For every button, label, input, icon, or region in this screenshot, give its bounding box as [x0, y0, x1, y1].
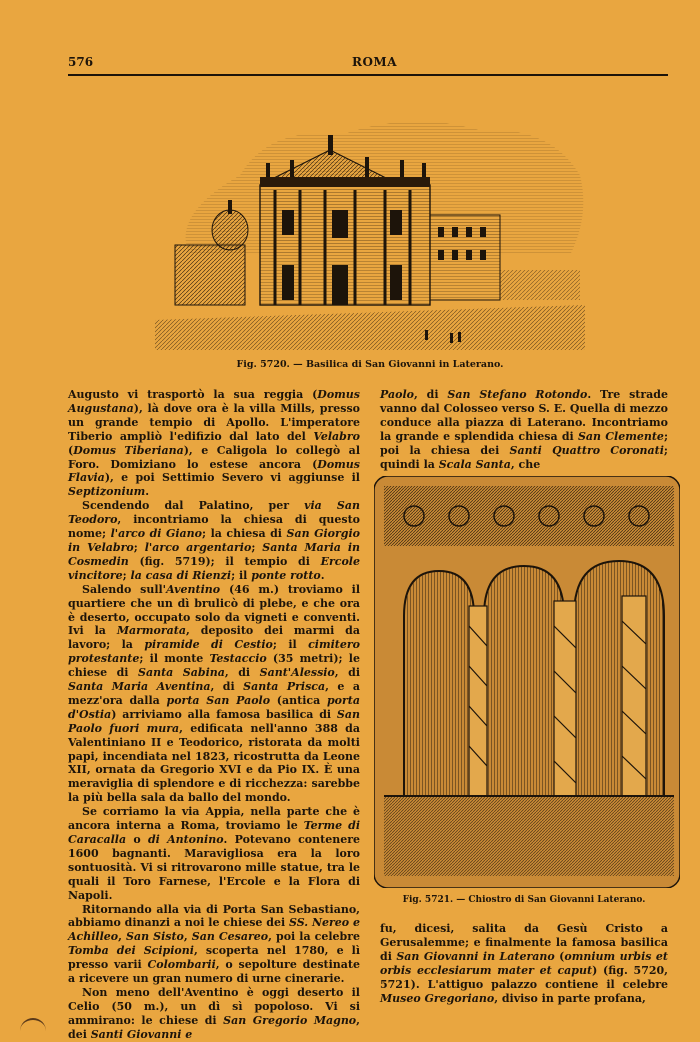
italic-run: via San Teodoro [68, 499, 360, 527]
italic-run: Santi Quattro Coronati [509, 443, 664, 457]
text-run: , poi la celebre [268, 930, 360, 944]
italic-run: Domus Tiberiana [73, 443, 184, 457]
text-run: , di [210, 680, 244, 694]
text-run: , di [224, 666, 260, 680]
figure-caption-5720: Fig. 5720. — Basilica di San Giovanni in Laterano. [236, 359, 504, 370]
text-run: ; [122, 568, 131, 582]
italic-run: cimitero protestante [68, 638, 361, 666]
text-run: ) (fig. 5720, 5721). L'attiguo palazzo contiene il celebre [380, 963, 668, 991]
text-run: (antica [270, 693, 327, 707]
italic-run: SS. Nereo e Achilleo [68, 916, 360, 944]
text-run: , dei [68, 1013, 360, 1041]
text-run: ) arriviamo alla famosa basilica di [111, 707, 337, 721]
text-run: . Tre strade vanno dal Colosseo verso S. E. Quella di mezzo conduce alla piazza di Laterano. Incontriamo la grande e splendida chiesa di [380, 388, 668, 443]
text-run: fu, dicesi, salita da Gesù Cristo a Gerusalemme; e finalmente la famosa basilica di [380, 922, 668, 963]
figure-caption-5721: Fig. 5721. — Chiostro di San Giovanni Laterano. [402, 895, 646, 905]
text-run: ), e poi Settimio Severo vi aggiunse il [104, 471, 360, 485]
paragraph [68, 583, 360, 806]
italic-run: Terme di Caracalla [68, 819, 360, 846]
italic-run: San Sisto [126, 930, 184, 944]
paragraph [68, 499, 360, 582]
text-run: ; quindi la [380, 443, 668, 471]
text-run: . [320, 568, 325, 582]
basilica-engraving [150, 105, 590, 350]
italic-run: la casa di Rienzi [130, 568, 232, 582]
paragraph [380, 922, 668, 1005]
italic-run: Marmorata [116, 624, 187, 638]
header-rule [68, 74, 668, 76]
italic-run: San Clemente [577, 429, 664, 443]
text-run: , di [413, 388, 448, 401]
text-run: , di [334, 666, 361, 680]
italic-run: Santa Sabina [138, 666, 225, 680]
text-run: ; poi la chiesa dei [380, 429, 668, 457]
text-run: (35 metri); le chiese di [68, 652, 360, 680]
italic-run: San Paolo fuori mura [68, 707, 360, 735]
italic-run: l'arco argentario [144, 540, 252, 554]
italic-run: Aventino [166, 582, 221, 596]
paragraph [68, 388, 360, 499]
text-run: o [126, 833, 148, 846]
italic-run: Santi Giovanni e [90, 1027, 193, 1041]
text-run: , [183, 930, 192, 944]
running-title: ROMA [352, 55, 398, 69]
italic-run: San Gregorio Magno [223, 1013, 357, 1027]
left-column-text [68, 388, 360, 1042]
italic-run: Domus Augustana [68, 388, 360, 415]
text-run: ), là dove ora è la villa Mills, presso un grande tempio di Apollo. L'imperatore Tiberio ampliò l'edifizio dal lato del [68, 401, 360, 443]
text-run: ; la chiesa di [202, 527, 287, 541]
text-run: , e a mezz'ora dalla [68, 680, 361, 707]
right-column-text-top [380, 388, 668, 471]
text-run: , o sepolture destinate a ricevere un gran numero di urne cinerarie. [68, 958, 360, 986]
right-column-text-bottom [380, 922, 668, 1005]
italic-run: porta San Paolo [166, 693, 271, 707]
italic-run: San Giorgio in Velabro [68, 527, 361, 554]
italic-run: San Giovanni in Laterano [396, 949, 555, 963]
text-run: Salendo sull' [82, 582, 167, 596]
italic-run: omnium urbis et orbis ecclesiarum mater et caput [380, 949, 668, 977]
text-run: ( [554, 949, 565, 963]
text-run: Augusto vi trasportò la sua reggia ( [68, 388, 318, 401]
italic-run: Santa Maria Aventina [68, 680, 211, 694]
italic-run: Museo Gregoriano [380, 991, 495, 1005]
text-run: Scendendo dal Palatino, per [82, 499, 305, 513]
italic-run: Testaccio [209, 652, 267, 666]
cloister-engraving [374, 476, 680, 888]
paragraph [68, 903, 360, 986]
italic-run: Sant'Alessio [259, 666, 335, 680]
text-run: ( [68, 443, 74, 457]
text-run: ), e Caligola lo collegò al Foro. Domiziano lo estese ancora ( [68, 443, 360, 471]
text-run: Non meno dell'Aventino è oggi deserto il Celio (50 m.), un dì sì popoloso. Vi si ammirano: le chiese di [68, 985, 360, 1027]
text-run: ; il monte [139, 652, 210, 666]
italic-run: porta d'Ostia [68, 693, 360, 721]
page-corner-mark [20, 1018, 46, 1032]
italic-run: l'arco di Giano [110, 527, 203, 541]
paragraph [68, 805, 360, 902]
italic-run: Scala Santa [438, 457, 511, 471]
italic-run: Domus Flavia [68, 457, 360, 485]
text-run: , diviso in parte profana, [494, 991, 646, 1005]
page-number: 576 [68, 55, 94, 69]
text-run: Ritornando alla via di Porta San Sebastiano, abbiamo dinanzi a noi le chiese dei [68, 902, 360, 930]
text-run: ; il [272, 638, 309, 652]
text-run: (fig. 5719); il tempio di [128, 554, 321, 568]
italic-run: Paolo [380, 388, 414, 401]
italic-run: piramide di Cestio [144, 638, 273, 652]
italic-run: ponte rotto [251, 568, 321, 582]
text-run: , edificata nell'anno 388 da Valentiniano II e Teodorico, ristorata da molti papi, incendiata nel 1823, ricostrutta da Leone XII, ornata da Gregorio XVI e da Pio IX. È una meraviglia di splendore e di ricchezza: sarebbe la più bella sala da ballo del mondo. [68, 721, 360, 805]
text-run: , deposito dei marmi da lavoro; la [68, 624, 360, 652]
text-run: , [118, 930, 126, 944]
text-run: , incontriamo la chiesa di questo nome; [68, 513, 360, 541]
italic-run: San Cesareo [191, 930, 269, 944]
text-run: , scoperta nel 1780, e lì presso varii [68, 944, 361, 972]
text-run: Se corriamo la via Appia, nella parte che è ancora interna a Roma, troviamo le [68, 805, 360, 833]
text-run: , che [510, 457, 541, 471]
italic-run: Santa Maria in Cosmedin [68, 540, 360, 568]
text-run: ; [251, 540, 263, 554]
italic-run: Tomba dei Scipioni [68, 944, 194, 958]
italic-run: Santa Prisca [243, 680, 326, 694]
italic-run: Septizonium [68, 485, 146, 499]
text-run: (46 m.) troviamo il quartiere che un dì brulicò di plebe, e che ora è deserto, occupato solo da vigneti e conventi. Ivi la [68, 582, 361, 638]
italic-run: Ercole vincitore [68, 554, 360, 582]
text-run: ; il [231, 568, 252, 582]
italic-run: Colombarii [147, 958, 216, 972]
italic-run: Velabro [313, 429, 360, 443]
italic-run: di Antonino [147, 833, 224, 846]
paragraph [68, 986, 360, 1042]
paragraph [380, 388, 668, 471]
text-run: . Potevano contenere 1600 bagnanti. Maravigliosa era la loro sontuosità. Vi si ritrovarono mille statue, tra le quali il Toro Farnese, l'Ercole e la Flora di Napoli. [68, 833, 360, 902]
italic-run: San Stefano Rotondo [447, 388, 588, 401]
text-run: . [145, 485, 150, 499]
text-run: ; [133, 540, 145, 554]
